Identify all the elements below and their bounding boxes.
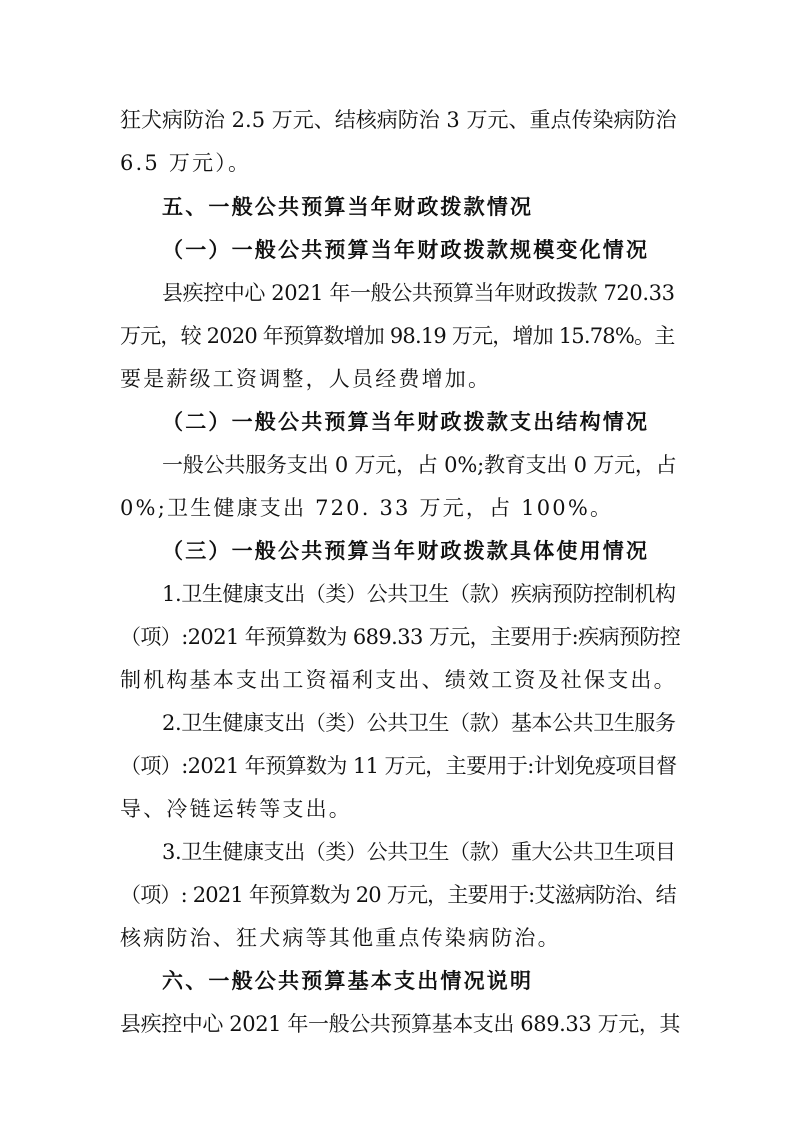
body-text-line: 万元，较 2020 年预算数增加 98.19 万元，增加 15.78%。主: [120, 324, 675, 348]
body-text-line: 0%;卫生健康支出 720. 33 万元，占 100%。: [120, 496, 614, 520]
body-text-line: 核病防治、狂犬病等其他重点传染病防治。: [120, 926, 561, 950]
body-text-line: （项）:2021 年预算数为 689.33 万元，主要用于:疾病预防控: [120, 625, 681, 649]
body-text-line: 3.卫生健康支出（类）公共卫生（款）重大公共卫生项目: [162, 840, 676, 864]
subsection-heading: （三）一般公共预算当年财政拨款具体使用情况: [162, 539, 650, 563]
body-text-line: 县疾控中心 2021 年一般公共预算当年财政拨款 720.33: [162, 281, 675, 305]
body-text-line: 要是薪级工资调整，人员经费增加。: [120, 367, 492, 391]
subsection-heading: （二）一般公共预算当年财政拨款支出结构情况: [162, 410, 650, 434]
body-text-line: （项）:2021 年预算数为 11 万元，主要用于:计划免疫项目督: [120, 754, 677, 778]
body-text-line: 制机构基本支出工资福利支出、绩效工资及社保支出。: [120, 668, 677, 692]
body-text-line: 导、冷链运转等支出。: [120, 797, 352, 821]
body-text-line: （项）: 2021 年预算数为 20 万元，主要用于:艾滋病防治、结: [120, 883, 676, 907]
subsection-heading: （一）一般公共预算当年财政拨款规模变化情况: [162, 238, 650, 262]
body-text-line: 县疾控中心 2021 年一般公共预算基本支出 689.33 万元，其: [120, 1012, 681, 1036]
body-text-line: 6.5 万元）。: [120, 151, 252, 175]
section-heading: 五、一般公共预算当年财政拨款情况: [162, 195, 534, 219]
body-text-line: 2.卫生健康支出（类）公共卫生（款）基本公共卫生服务: [162, 711, 676, 735]
body-text-line: 一般公共服务支出 0 万元，占 0%;教育支出 0 万元，占: [162, 453, 677, 477]
body-text-line: 1.卫生健康支出（类）公共卫生（款）疾病预防控制机构: [162, 582, 676, 606]
section-heading: 六、一般公共预算基本支出情况说明: [162, 969, 534, 993]
body-text-line: 狂犬病防治 2.5 万元、结核病防治 3 万元、重点传染病防治: [120, 108, 677, 132]
